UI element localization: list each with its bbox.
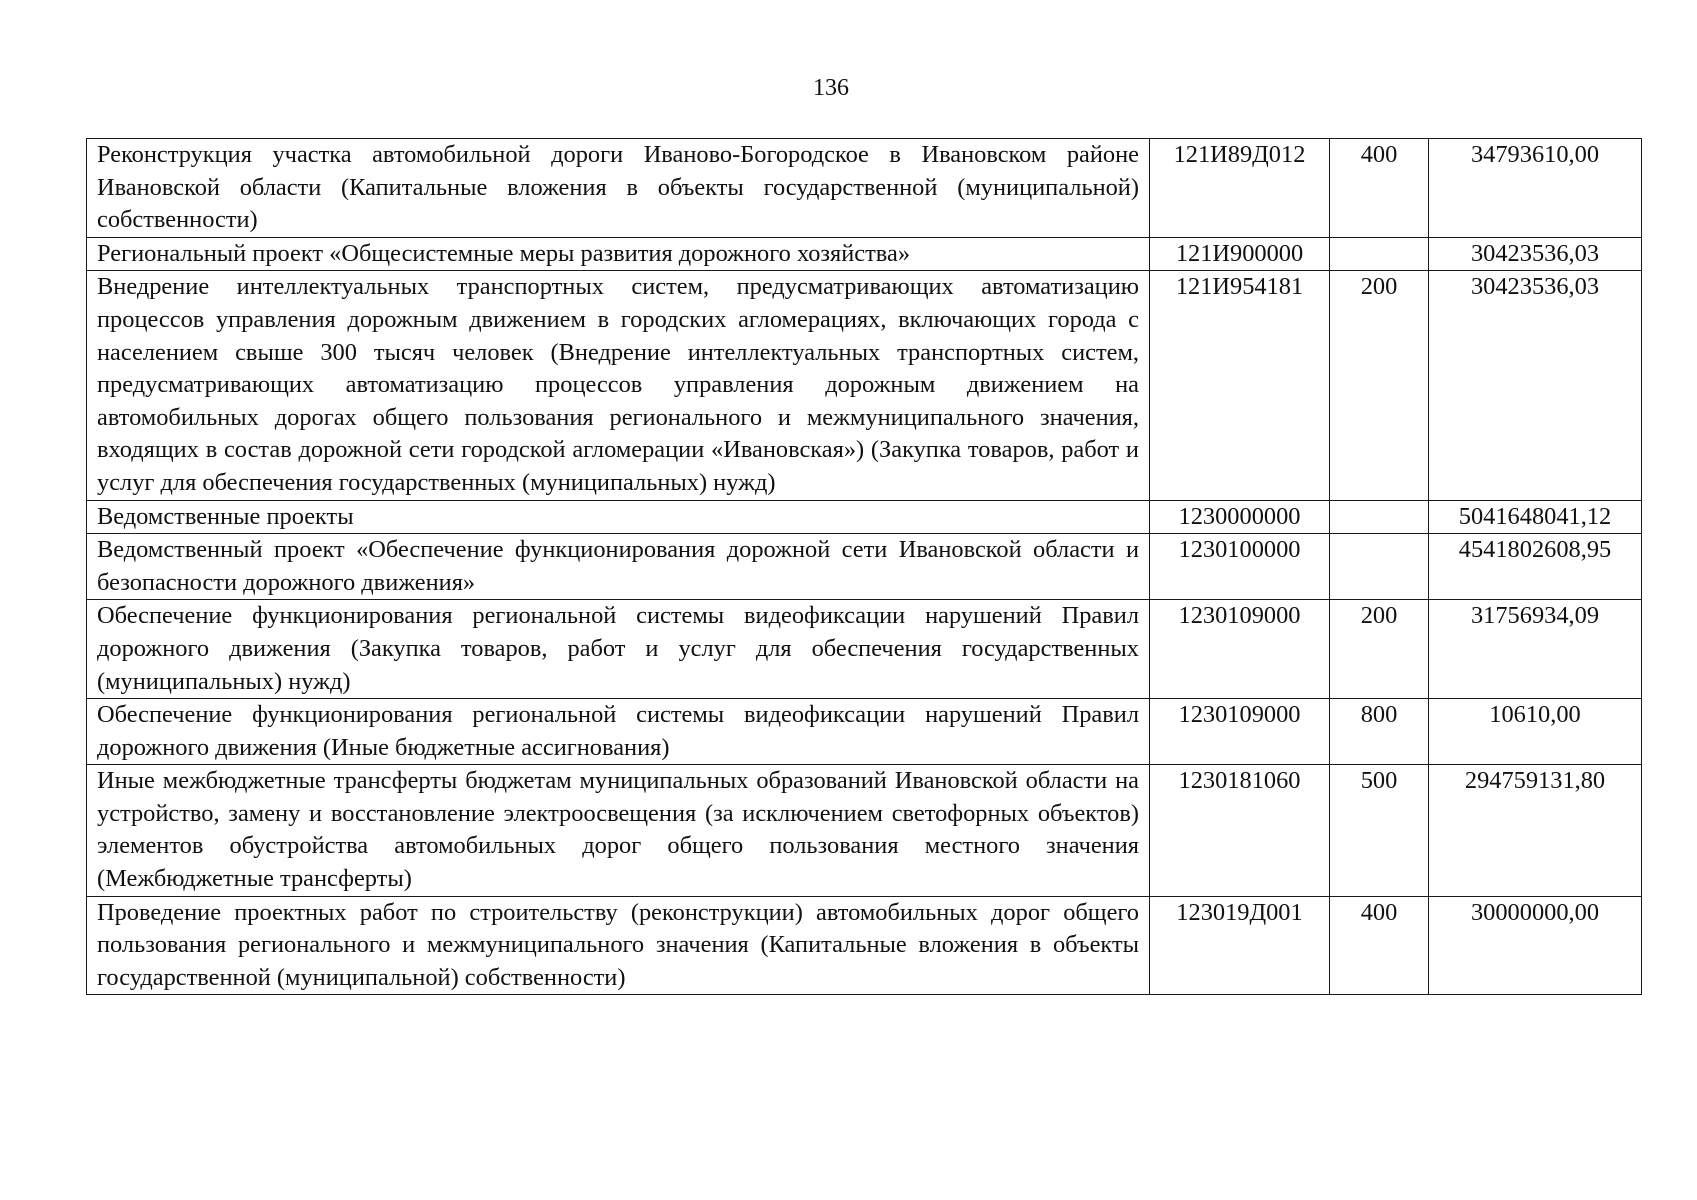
table-row (87, 271, 1642, 500)
row-target-code: 1230100000 (1150, 534, 1330, 600)
row-amount: 10610,00 (1429, 699, 1642, 765)
table-row (87, 765, 1642, 896)
row-amount: 31756934,09 (1429, 600, 1642, 699)
row-amount: 294759131,80 (1429, 765, 1642, 896)
row-description: Обеспечение функционирования региональной системы видеофиксации нарушений Правил дорожного движения (Закупка товаров, работ и услуг для обеспечения государственных (муниципальных) нужд) (87, 600, 1150, 699)
budget-table (86, 138, 1642, 995)
row-description: Обеспечение функционирования региональной системы видеофиксации нарушений Правил дорожного движения (Иные бюджетные ассигнования) (87, 699, 1150, 765)
row-description: Внедрение интеллектуальных транспортных систем, предусматривающих автоматизацию процессов управления дорожным движением в городских агломерациях, включающих города с населением свыше 300 тысяч человек (Внедрение интеллектуальных транспортных систем, предусматривающих автоматизацию процессов управления дорожным движением на автомобильных дорогах общего пользования регионального и межмуниципального значения, входящих в состав дорожной сети городской агломерации «Ивановская») (Закупка товаров, работ и услуг для обеспечения государственных (муниципальных) нужд) (87, 271, 1150, 500)
row-target-code: 1230109000 (1150, 600, 1330, 699)
table-row (87, 500, 1642, 534)
table-row (87, 237, 1642, 271)
row-description: Региональный проект «Общесистемные меры развития дорожного хозяйства» (87, 237, 1150, 271)
row-expense-type: 800 (1330, 699, 1429, 765)
table-row (87, 600, 1642, 699)
row-target-code: 123019Д001 (1150, 896, 1330, 995)
row-expense-type: 400 (1330, 139, 1429, 238)
row-amount: 30423536,03 (1429, 237, 1642, 271)
row-description: Ведомственные проекты (87, 500, 1150, 534)
row-expense-type: 200 (1330, 600, 1429, 699)
row-target-code: 1230000000 (1150, 500, 1330, 534)
row-expense-type (1330, 237, 1429, 271)
row-expense-type: 500 (1330, 765, 1429, 896)
row-target-code: 121И900000 (1150, 237, 1330, 271)
row-expense-type: 400 (1330, 896, 1429, 995)
row-target-code: 121И954181 (1150, 271, 1330, 500)
row-amount: 30423536,03 (1429, 271, 1642, 500)
row-target-code: 1230109000 (1150, 699, 1330, 765)
table-row (87, 534, 1642, 600)
row-expense-type (1330, 500, 1429, 534)
row-target-code: 1230181060 (1150, 765, 1330, 896)
row-description: Реконструкция участка автомобильной дороги Иваново-Богородское в Ивановском районе Ивановской области (Капитальные вложения в объекты государственной (муниципальной) собственности) (87, 139, 1150, 238)
row-amount: 5041648041,12 (1429, 500, 1642, 534)
table-row (87, 699, 1642, 765)
table-row (87, 896, 1642, 995)
row-target-code: 121И89Д012 (1150, 139, 1330, 238)
row-expense-type: 200 (1330, 271, 1429, 500)
page-number: 136 (813, 75, 849, 101)
row-description: Ведомственный проект «Обеспечение функционирования дорожной сети Ивановской области и безопасности дорожного движения» (87, 534, 1150, 600)
row-amount: 34793610,00 (1429, 139, 1642, 238)
row-amount: 4541802608,95 (1429, 534, 1642, 600)
row-expense-type (1330, 534, 1429, 600)
table-row (87, 139, 1642, 238)
row-amount: 30000000,00 (1429, 896, 1642, 995)
row-description: Проведение проектных работ по строительству (реконструкции) автомобильных дорог общего пользования регионального и межмуниципального значения (Капитальные вложения в объекты государственной (муниципальной) собственности) (87, 896, 1150, 995)
row-description: Иные межбюджетные трансферты бюджетам муниципальных образований Ивановской области на устройство, замену и восстановление электроосвещения (за исключением светофорных объектов) элементов обустройства автомобильных дорог общего пользования местного значения (Межбюджетные трансферты) (87, 765, 1150, 896)
